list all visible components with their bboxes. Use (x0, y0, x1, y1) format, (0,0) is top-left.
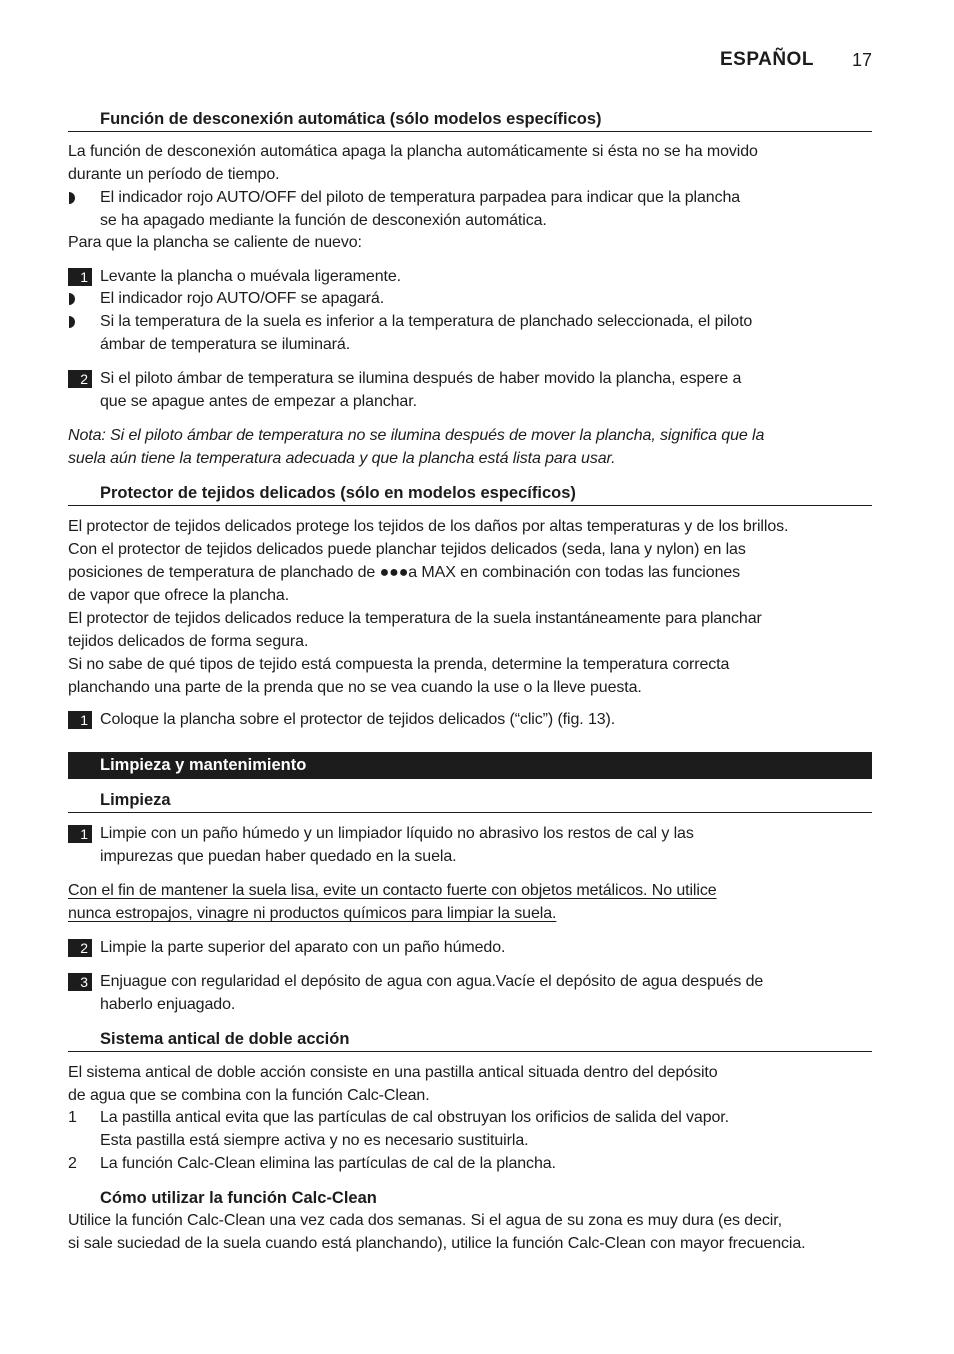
text-line: ámbar de temperatura se iluminará. (100, 336, 351, 353)
step-item (100, 936, 874, 959)
bullet-item (100, 186, 874, 232)
text-line: nunca estropajos, vinagre ni productos químicos para limpiar la suela. (68, 905, 557, 922)
text-line: Con el fin de mantener la suela lisa, evite un contacto fuerte con objetos metálicos. No utilice (68, 882, 717, 899)
list-item (100, 1152, 874, 1175)
anticalc-intro (68, 1061, 874, 1107)
step-item (100, 708, 874, 731)
text-line: que se apague antes de empezar a planchar. (100, 393, 417, 410)
step-number-badge: 2 (68, 939, 92, 957)
bullet-item (100, 310, 874, 356)
step-number-badge: 3 (68, 973, 92, 991)
page-number: 17 (852, 50, 873, 70)
text-line: impurezas que puedan haber quedado en la suela. (100, 848, 457, 865)
language-label: ESPAÑOL (720, 49, 814, 70)
step-number-badge: 2 (68, 370, 92, 388)
section-heading-anticalc: Sistema antical de doble acción (68, 1027, 872, 1052)
text-line: Para que la plancha se caliente de nuevo: (68, 234, 362, 251)
text-line: La función de desconexión automática apaga la plancha automáticamente si ésta no se ha movido (68, 143, 758, 160)
text-line: Limpie la parte superior del aparato con un paño húmedo. (100, 939, 506, 956)
text-line: Enjuague con regularidad el depósito de agua con agua.Vacíe el depósito de agua después de (100, 973, 764, 990)
bullet-item (100, 287, 874, 310)
auto-off-intro (68, 140, 874, 186)
text-line: se ha apagado mediante la función de desconexión automática. (100, 212, 547, 229)
text-line: tejidos delicados de forma segura. (68, 633, 309, 650)
step-item (100, 367, 874, 413)
warning-text (68, 879, 874, 925)
list-number: 2 (68, 1155, 77, 1172)
section-heading-delicate-protector: Protector de tejidos delicados (sólo en modelos específicos) (68, 481, 872, 506)
text-line: El indicador rojo AUTO/OFF se apagará. (100, 290, 385, 307)
text-line: La pastilla antical evita que las partículas de cal obstruyan los orificios de salida del vapor. (100, 1109, 729, 1126)
text-line: El sistema antical de doble acción consiste en una pastilla antical situada dentro del depósito (68, 1064, 718, 1081)
text-line: Limpie con un paño húmedo y un limpiador líquido no abrasivo los restos de cal y las (100, 825, 694, 842)
section-heading-cleaning: Limpieza (68, 788, 872, 813)
text-line: Coloque la plancha sobre el protector de tejidos delicados (“clic”) (fig. 13). (100, 711, 616, 728)
text-line: posiciones de temperatura de planchado de ●●●a MAX en combinación con todas las funciones (68, 564, 741, 581)
step-item (100, 822, 874, 868)
reheat-intro (68, 231, 874, 254)
list-number: 1 (68, 1109, 77, 1126)
text-line: de vapor que ofrece la plancha. (68, 587, 290, 604)
chapter-banner: Limpieza y mantenimiento (68, 752, 872, 779)
text-line: Utilice la función Calc-Clean una vez cada dos semanas. Si el agua de su zona es muy dura (es decir, (68, 1212, 782, 1229)
text-line: haberlo enjuagado. (100, 996, 236, 1013)
text-line: Con el protector de tejidos delicados puede planchar tejidos delicados (seda, lana y nylon) en las (68, 541, 746, 558)
bullet-icon (69, 316, 75, 328)
step-number-badge: 1 (68, 825, 92, 843)
subheading-calc-clean: Cómo utilizar la función Calc-Clean (100, 1189, 377, 1207)
text-line: Esta pastilla está siempre activa y no es necesario sustituirla. (100, 1132, 529, 1149)
delicate-protector-body (68, 515, 874, 699)
text-line: Si la temperatura de la suela es inferior a la temperatura de planchado seleccionada, el piloto (100, 313, 753, 330)
text-line: Si no sabe de qué tipos de tejido está compuesta la prenda, determine la temperatura correcta (68, 656, 730, 673)
step-number-badge: 1 (68, 711, 92, 729)
note (68, 424, 874, 470)
step-item (100, 970, 874, 1016)
text-line: si sale suciedad de la suela cuando está planchando), utilice la función Calc-Clean con mayor frecuencia. (68, 1235, 806, 1252)
step-item (100, 265, 874, 288)
text-line: El protector de tejidos delicados reduce la temperatura de la suela instantáneamente para planchar (68, 610, 762, 627)
text-line: planchando una parte de la prenda que no se vea cuando la use o la lleve puesta. (68, 679, 642, 696)
bullet-icon (69, 293, 75, 305)
text-line: El indicador rojo AUTO/OFF del piloto de temperatura parpadea para indicar que la plancha (100, 189, 741, 206)
section-heading-auto-off: Función de desconexión automática (sólo modelos específicos) (68, 107, 872, 132)
text-line: El protector de tejidos delicados protege los tejidos de los daños por altas temperaturas y de los brillos. (68, 518, 789, 535)
calc-clean-body (68, 1209, 874, 1255)
text-line: suela aún tiene la temperatura adecuada y que la plancha está lista para usar. (68, 450, 616, 467)
list-item (100, 1106, 874, 1152)
text-line: La función Calc-Clean elimina las partículas de cal de la plancha. (100, 1155, 556, 1172)
bullet-icon (69, 192, 75, 204)
step-number-badge: 1 (68, 268, 92, 286)
text-line: Nota: Si el piloto ámbar de temperatura no se ilumina después de mover la plancha, significa que la (68, 427, 765, 444)
text-line: de agua que se combina con la función Calc-Clean. (68, 1087, 430, 1104)
text-line: durante un período de tiempo. (68, 166, 280, 183)
text-line: Levante la plancha o muévala ligeramente. (100, 268, 401, 285)
text-line: Si el piloto ámbar de temperatura se ilumina después de haber movido la plancha, espere a (100, 370, 742, 387)
